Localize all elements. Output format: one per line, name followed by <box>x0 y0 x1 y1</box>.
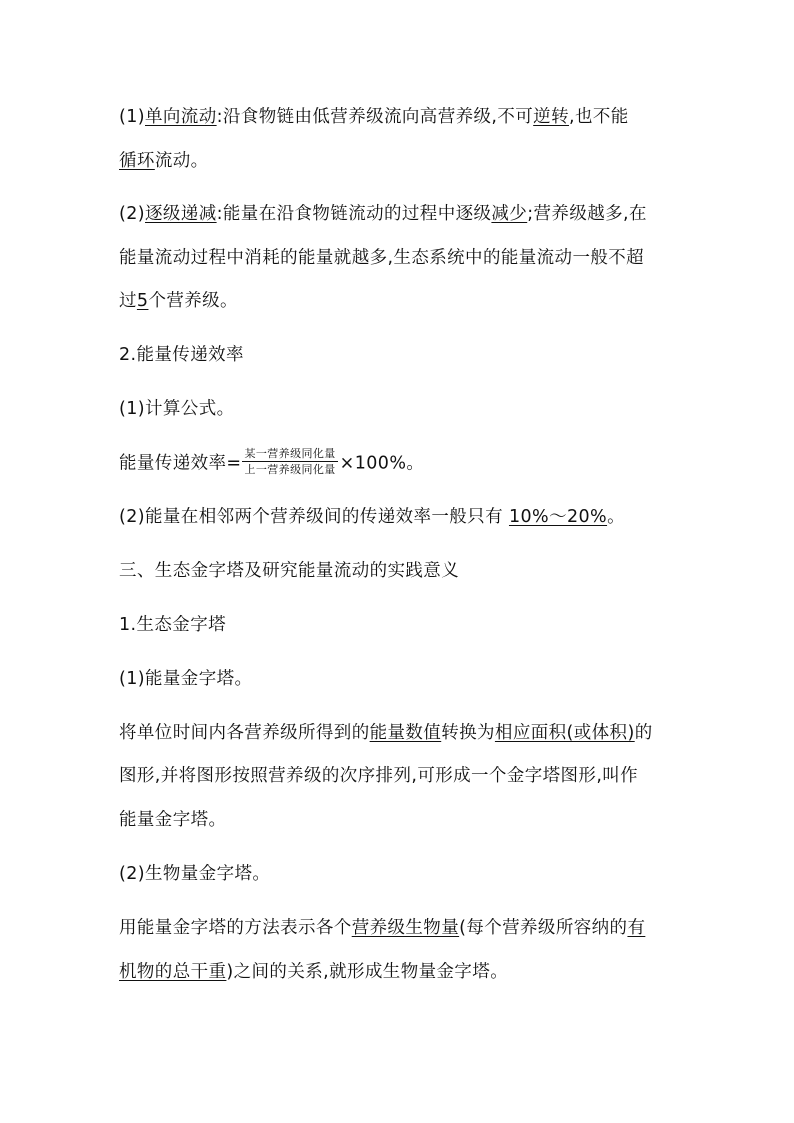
heading-transfer-efficiency: 2.能量传递效率 <box>119 345 244 365</box>
paragraph-decreasing-line3: 过5个营养级。 <box>119 291 238 311</box>
term-trophic-biomass: 营养级生物量 <box>351 918 460 938</box>
paragraph-one-way-flow: (1)单向流动:沿食物链由低营养级流向高营养级,不可逆转,也不能 <box>119 107 629 127</box>
heading-ecological-pyramid: 1.生态金字塔 <box>119 615 226 635</box>
paragraph-one-way-flow-cont: 循环流动。 <box>119 151 209 171</box>
paragraph-decreasing: (2)逐级递减:能量在沿食物链流动的过程中逐级减少;营养级越多,在 <box>119 204 647 224</box>
term-efficiency-range: 10%～20% <box>508 507 608 527</box>
paragraph-decreasing-line2: 能量流动过程中消耗的能量就越多,生态系统中的能量流动一般不超 <box>119 248 645 268</box>
formula-denominator: 上一营养级同化量 <box>244 463 336 476</box>
formula-numerator: 某一营养级同化量 <box>244 447 336 460</box>
formula-fraction <box>242 447 337 476</box>
paragraph-efficiency-range: (2)能量在相邻两个营养级间的传递效率一般只有 10%～20%。 <box>119 507 625 527</box>
term-area-volume: 相应面积(或体积) <box>494 723 635 743</box>
heading-ecological-pyramid-section: 三、生态金字塔及研究能量流动的实践意义 <box>119 561 460 581</box>
paragraph-energy-pyramid-line3: 能量金字塔。 <box>119 810 227 830</box>
term-reduce: 减少 <box>491 204 528 224</box>
paragraph-energy-pyramid: 将单位时间内各营养级所得到的能量数值转换为相应面积(或体积)的 <box>119 723 653 743</box>
term-organic-dry-weight-cont: 机物的总干重 <box>119 962 227 982</box>
term-one-way-flow: 单向流动 <box>145 107 217 127</box>
list-number: (1) <box>119 107 145 127</box>
term-energy-value: 能量数值 <box>369 723 442 743</box>
paragraph-energy-pyramid-title: (1)能量金字塔。 <box>119 669 253 689</box>
paragraph-energy-pyramid-line2: 图形,并将图形按照营养级的次序排列,可形成一个金字塔图形,叫作 <box>119 766 639 786</box>
paragraph-biomass-pyramid: 用能量金字塔的方法表示各个营养级生物量(每个营养级所容纳的有 <box>119 918 646 938</box>
paragraph-biomass-pyramid-title: (2)生物量金字塔。 <box>119 864 271 884</box>
formula-label: 能量传递效率= <box>119 453 242 474</box>
paragraph-formula-title: (1)计算公式。 <box>119 399 235 419</box>
list-number: (2) <box>119 204 145 224</box>
term-five: 5 <box>136 291 149 311</box>
term-organic-dry-weight: 有 <box>627 918 646 938</box>
term-irreversible: 逆转 <box>533 107 569 127</box>
term-cycle: 循环 <box>119 151 155 171</box>
formula-tail: ×100%。 <box>339 453 425 474</box>
term-decreasing: 逐级递减 <box>145 204 217 224</box>
paragraph-biomass-pyramid-line2: 机物的总干重)之间的关系,就形成生物量金字塔。 <box>119 962 509 982</box>
formula-line <box>119 449 689 478</box>
